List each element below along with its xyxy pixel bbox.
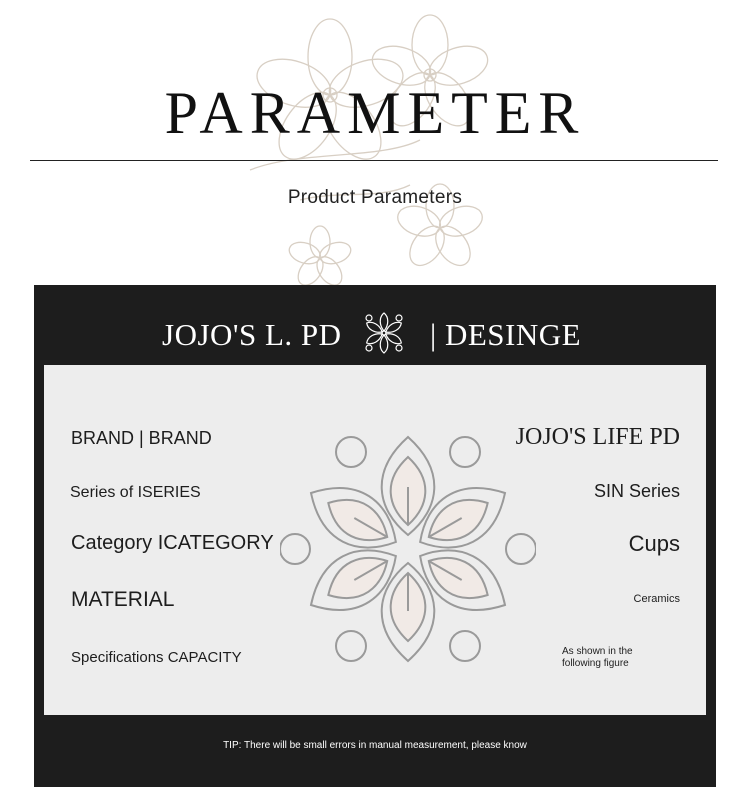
- param-value-capacity-line2: following figure: [562, 658, 629, 669]
- brand-name: JOJO'S L. PD: [162, 317, 342, 352]
- brand-header: [34, 303, 716, 365]
- flower-emblem: [280, 427, 536, 671]
- param-value-capacity: [562, 646, 633, 670]
- param-label-capacity: Specifications CAPACITY: [71, 649, 242, 666]
- page-title: PARAMETER: [164, 80, 586, 146]
- param-value-material: Ceramics: [633, 593, 680, 605]
- parameter-card: [34, 285, 716, 787]
- param-value-capacity-line1: As shown in the: [562, 646, 633, 657]
- title-divider: [30, 160, 718, 161]
- brand-tagline: | DESINGE: [430, 317, 582, 352]
- parameter-panel: [44, 365, 706, 715]
- param-label-material: MATERIAL: [71, 588, 175, 611]
- param-value-series: SIN Series: [593, 481, 680, 501]
- flower-logo-icon: [360, 309, 408, 357]
- param-label-category: Category ICATEGORY: [71, 532, 274, 554]
- param-value-brand: JOJO'S LIFE PD: [515, 424, 680, 450]
- param-value-category: Cups: [628, 531, 680, 556]
- measurement-tip: TIP: There will be small errors in manual measurement, please know: [223, 740, 527, 751]
- page-subtitle: Product Parameters: [287, 187, 463, 208]
- param-label-series: Series of ISERIES: [70, 484, 201, 501]
- param-label-brand: BRAND | BRAND: [71, 428, 212, 448]
